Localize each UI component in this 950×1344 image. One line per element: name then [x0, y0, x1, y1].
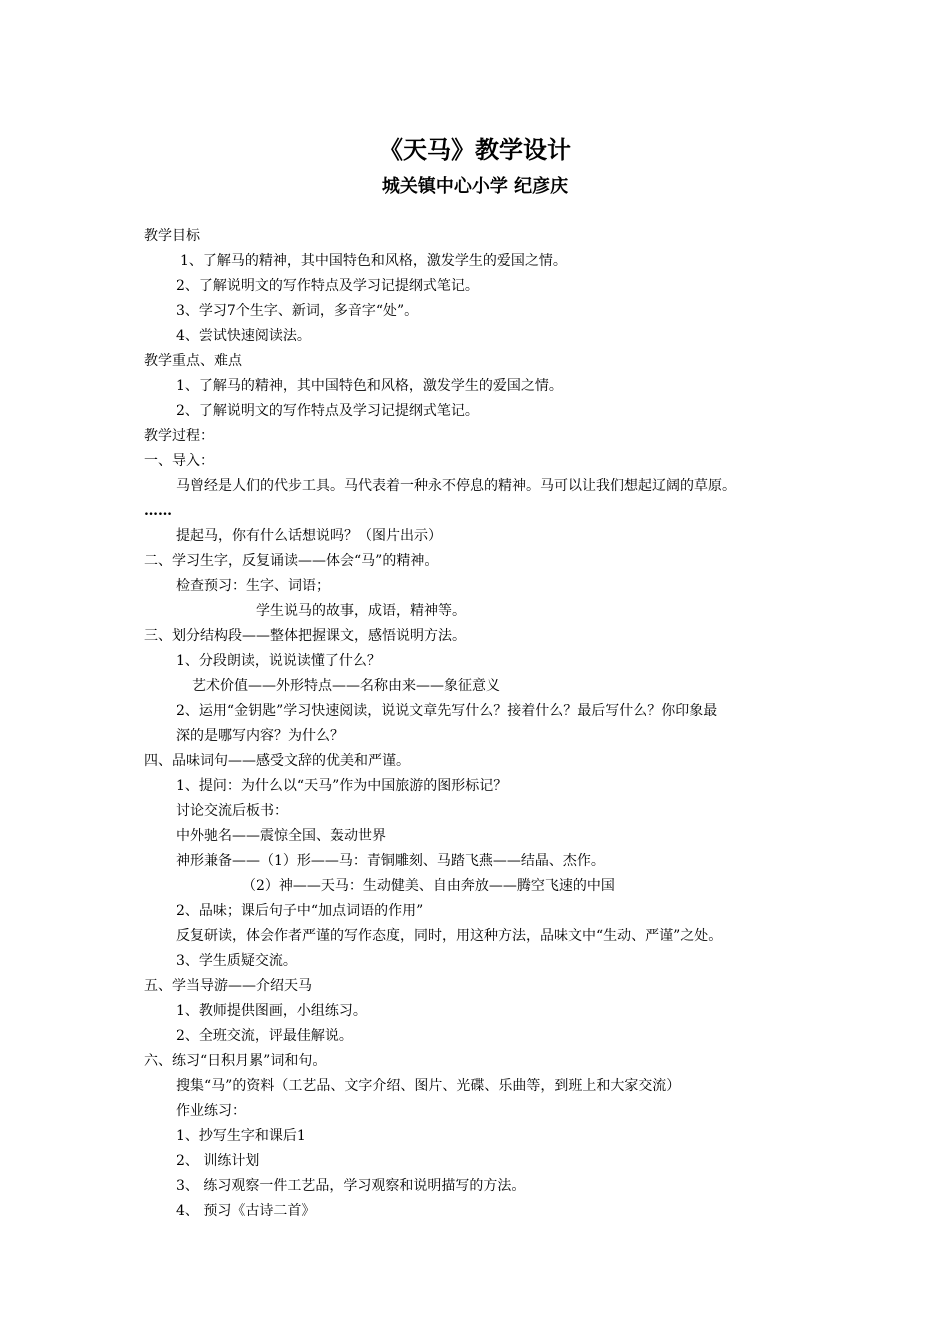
paragraph-line: 中外驰名——震惊全国、轰动世界	[176, 828, 386, 844]
homework-item: 3、 练习观察一件工艺品，学习观察和说明描写的方法。	[176, 1178, 526, 1194]
paragraph-line: 搜集“马”的资料（工艺品、文字介绍、图片、光碟、乐曲等，到班上和大家交流）	[176, 1078, 681, 1094]
section-heading: 四、品味词句——感受文辞的优美和严谨。	[144, 753, 410, 769]
paragraph-line: 反复研读，体会作者严谨的写作态度，同时，用这种方法，品味文中“生动、严谨”之处。	[176, 928, 723, 944]
ellipsis-line: ……	[144, 503, 172, 519]
paragraph-line: 提起马，你有什么话想说吗？（图片出示）	[176, 528, 442, 544]
paragraph-line: 深的是哪写内容？为什么？	[176, 728, 344, 744]
paragraph-line: 马曾经是人们的代步工具。马代表着一种永不停息的精神。马可以让我们想起辽阔的草原。	[176, 478, 736, 494]
paragraph-line: 作业练习：	[176, 1103, 246, 1119]
paragraph-line: 神形兼备——（1）形——马：青铜雕刻、马踏飞燕——结晶、杰作。	[176, 853, 605, 869]
key-point-item: 2、了解说明文的写作特点及学习记提纲式笔记。	[176, 403, 479, 419]
homework-item: 1、抄写生字和课后1	[176, 1128, 306, 1144]
key-point-item: 1、了解马的精神，其中国特色和风格，激发学生的爱国之情。	[176, 378, 563, 394]
paragraph-line: 1、提问：为什么以“天马”作为中国旅游的图形标记？	[176, 778, 508, 794]
paragraph-line: （2）神——天马：生动健美、自由奔放——腾空飞速的中国	[242, 878, 615, 894]
paragraph-line: 2、品味；课后句子中“加点词语的作用”	[176, 903, 424, 919]
heading-objectives: 教学目标	[144, 228, 200, 244]
paragraph-line: 艺术价值——外形特点——名称由来——象征意义	[192, 678, 500, 694]
paragraph-line: 检查预习：生字、词语；	[176, 578, 330, 594]
homework-item: 4、 预习《古诗二首》	[176, 1203, 316, 1219]
objective-item: 4、尝试快速阅读法。	[176, 328, 311, 344]
paragraph-line: 1、教师提供图画，小组练习。	[176, 1003, 367, 1019]
paragraph-line: 3、学生质疑交流。	[176, 953, 297, 969]
section-heading: 六、练习“日积月累”词和句。	[144, 1053, 327, 1069]
paragraph-line: 1、分段朗读，说说读懂了什么？	[176, 653, 381, 669]
paragraph-line: 学生说马的故事，成语，精神等。	[256, 603, 466, 619]
section-heading: 三、划分结构段——整体把握课文，感悟说明方法。	[144, 628, 466, 644]
objective-item: 1、了解马的精神，其中国特色和风格，激发学生的爱国之情。	[180, 253, 567, 269]
section-heading: 五、学当导游——介绍天马	[144, 978, 312, 994]
objective-item: 3、学习7个生字、新词，多音字“处”。	[176, 303, 419, 319]
document-title: 《天马》教学设计	[379, 135, 571, 164]
section-heading: 一、导入：	[144, 453, 214, 469]
document-body	[144, 224, 824, 1224]
objective-item: 2、了解说明文的写作特点及学习记提纲式笔记。	[176, 278, 479, 294]
paragraph-line: 2、全班交流，评最佳解说。	[176, 1028, 353, 1044]
section-heading: 二、学习生字，反复诵读——体会“马”的精神。	[144, 553, 439, 569]
homework-item: 2、 训练计划	[176, 1153, 260, 1169]
paragraph-line: 2、运用“金钥匙”学习快速阅读，说说文章先写什么？接着什么？最后写什么？你印象最	[176, 703, 718, 719]
paragraph-line: 讨论交流后板书：	[176, 803, 288, 819]
heading-process: 教学过程：	[144, 428, 214, 444]
document-subtitle: 城关镇中心小学 纪彦庆	[381, 176, 569, 197]
heading-key-points: 教学重点、难点	[144, 353, 242, 369]
